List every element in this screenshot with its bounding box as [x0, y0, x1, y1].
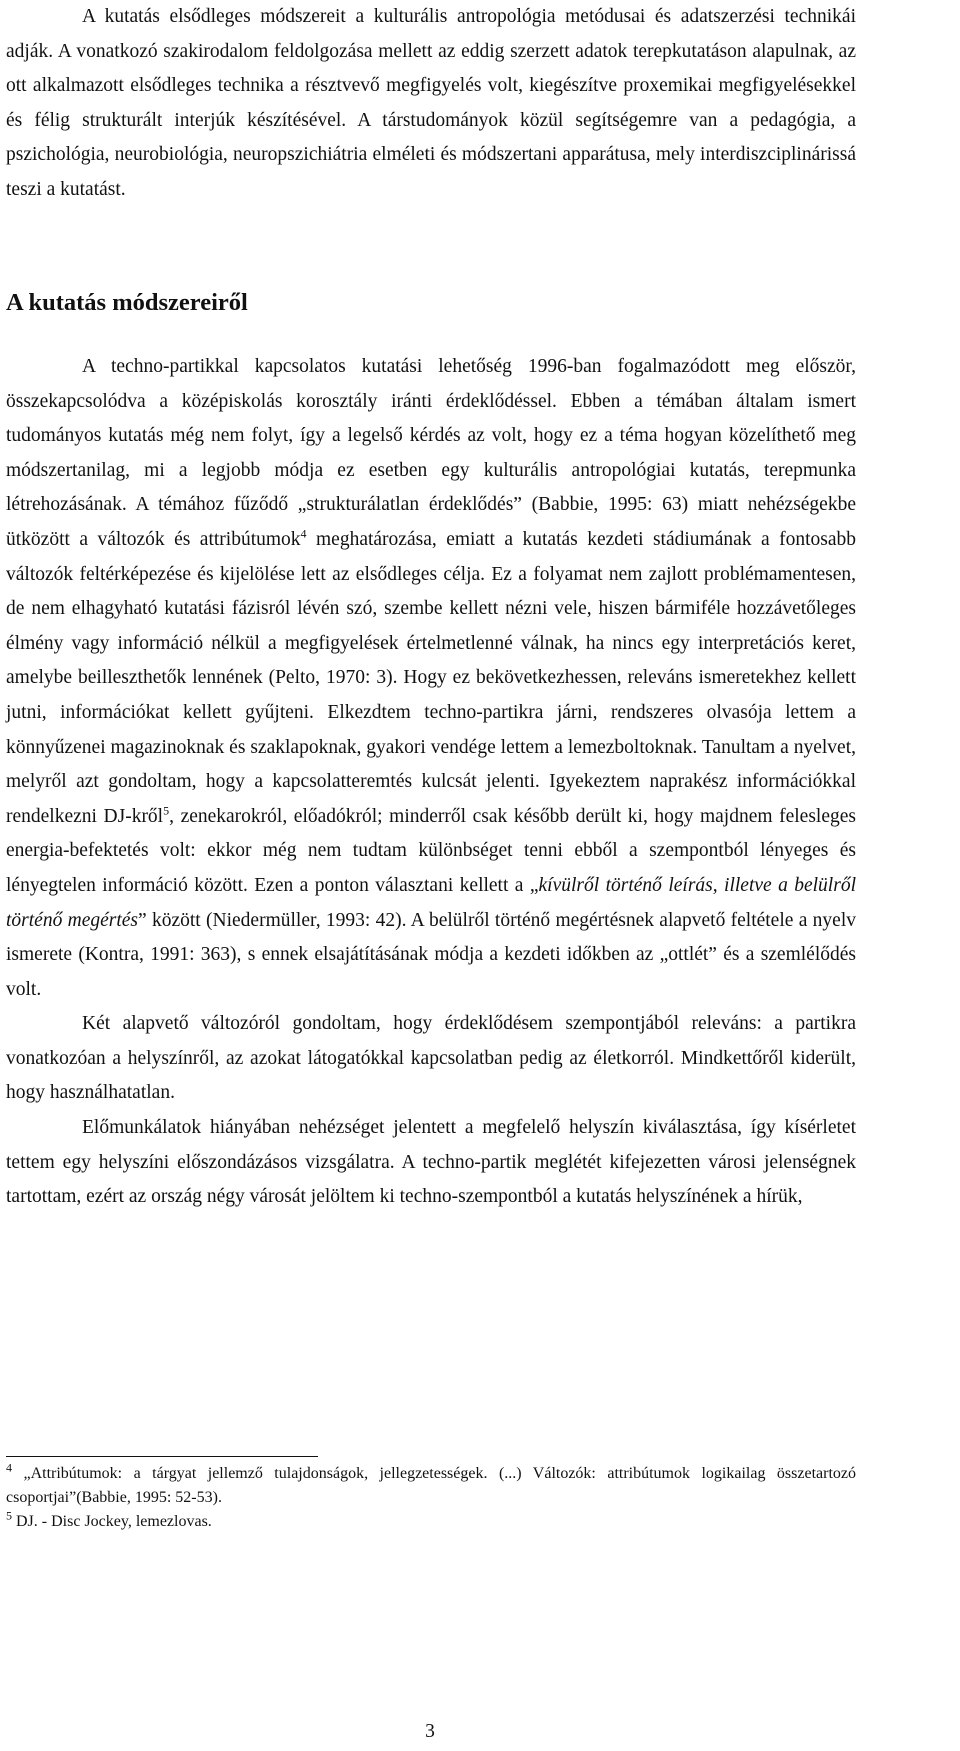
- paragraph-1: [6, 0, 856, 208]
- paragraph-2-part-b: meghatározása, emiatt a kutatás kezdeti stádiumának a fontosabb változók feltérképezése és kijelölése lett az elsődleges célja. Ez a folyamat nem zajlott problémamentesen, de nem elhagyható kutatási fázisról lévén szó, szembe kellett nézni vele, hiszen bármiféle hozzávetőleges élmény vagy információ nélkül a megfigyelések értelmetlenné válnak, ha nincs egy interpretációs keret, amelybe beilleszthetők lennének (Pelto, 1970: 3). Hogy ez bekövetkezhessen, releváns ismeretekhez kellett jutni, információkat kellett gyűjteni. Elkezdtem techno-partikra járni, rendszeres olvasója lettem a könnyűzenei magazinoknak és szaklapoknak, gyakori vendége lettem a lemezboltoknak. Tanultam a nyelvet, melyről azt gondoltam, hogy a kapcsolatteremtés kulcsát jelenti. Igyekeztem naprakész információkkal rendelkezni DJ-kről: [6, 528, 856, 827]
- paragraph-2: [6, 350, 856, 1007]
- paragraph-1-part-a: A kutatás elsődleges módszereit a kulturális antropológia metódusai és adatszerzési technikái adják. A vonatkozó szakirodalom feldolgozása mellett az eddig szerzett adatok terepkutatáson alapulnak, az ott alkalmazott elsődleges technika a résztvevő megfigyelés volt, kiegészítve proxemikai megfigyelésekkel és félig strukturált interjúk készítésével.: [6, 6, 856, 131]
- paragraph-2-part-a: A techno-partikkal kapcsolatos kutatási lehetőség 1996-ban fogalmazódott meg először, összekapcsolódva a középiskolás korosztály iránti érdeklődéssel. Ebben a témában általam ismert tudományos kutatás még nem folyt, így a legelső kérdés az volt, hogy ez a téma hogyan közelíthető meg módszertanilag, mi a legjobb módja ez esetben egy kulturális antropológiai kutatás, terepmunka létrehozásának. A témához fűződő „strukturálatlan érdeklődés” (Babbie, 1995: 63) miatt nehézségekbe ütközött a változók és attribútumok: [6, 356, 856, 550]
- footnote-4: [6, 1462, 856, 1510]
- paragraph-4: Előmunkálatok hiányában nehézséget jelentett a megfelelő helyszín kiválasztása, így kísérletet tettem egy helyszíni előszondázásos vizsgálatra. A techno-partik meglétét kifejezetten városi jelenségnek tartottam, ezért az ország négy városát jelöltem ki techno-szempontból a kutatás helyszínének a hírük,: [6, 1117, 856, 1208]
- footnote-5: [6, 1510, 856, 1534]
- footnote-text-5: DJ. - Disc Jockey, lemezlovas.: [12, 1513, 212, 1530]
- paragraph-2-part-d: ” között (Niedermüller, 1993: 42). A belülről történő megértésnek alapvető feltétele a nyelv ismerete (Kontra, 1991: 363), s ennek elsajátításának módja a kezdeti időkben az „ottlét” és a szemlélődés volt.: [6, 909, 856, 1000]
- intro-paragraph: [6, 0, 856, 208]
- footnote-ref-4[interactable]: 4: [300, 526, 307, 541]
- paragraph-2-italic: kívülről történő leírás, illetve a belülről történő megértés: [6, 874, 856, 931]
- section-body: [6, 350, 856, 1215]
- paragraph-1-part-b: A társtudományok közül segítségemre van a pedagógia, a pszichológia, neurobiológia, neuropszichiátria elméleti és módszertani apparátusa, mely interdiszciplinárissá teszi a kutatást.: [6, 109, 856, 200]
- section-heading: A kutatás módszereiről: [6, 289, 248, 316]
- footnote-separator: [6, 1456, 318, 1457]
- footnotes: [6, 1462, 856, 1534]
- footnote-text-4: „Attribútumok: a tárgyat jellemző tulajdonságok, jellegzetességek. (...) Változók: attribútumok logikailag összetartozó csoportjai”(Babbie, 1995: 52-53).: [6, 1465, 856, 1506]
- paragraph-2-part-c: , zenekarokról, előadókról; minderről csak később derült ki, hogy majdnem felesleges energia-befektetés volt: ekkor még nem tudtam különbséget tenni ebből a szempontból lényeges és lényegtelen információ között. Ezen a ponton választani kellett a „: [6, 805, 856, 896]
- footnote-ref-5[interactable]: 5: [163, 803, 170, 818]
- footnote-number-4: 4: [6, 1460, 12, 1475]
- page-number: 3: [425, 1721, 435, 1742]
- footnote-number-5: 5: [6, 1508, 12, 1523]
- paragraph-3: Két alapvető változóról gondoltam, hogy érdeklődésem szempontjából releváns: a partikra vonatkozóan a helyszínről, az azokat látogatókkal kapcsolatban pedig az életkorról. Mindkettőről kiderült, hogy használhatatlan.: [6, 1013, 856, 1104]
